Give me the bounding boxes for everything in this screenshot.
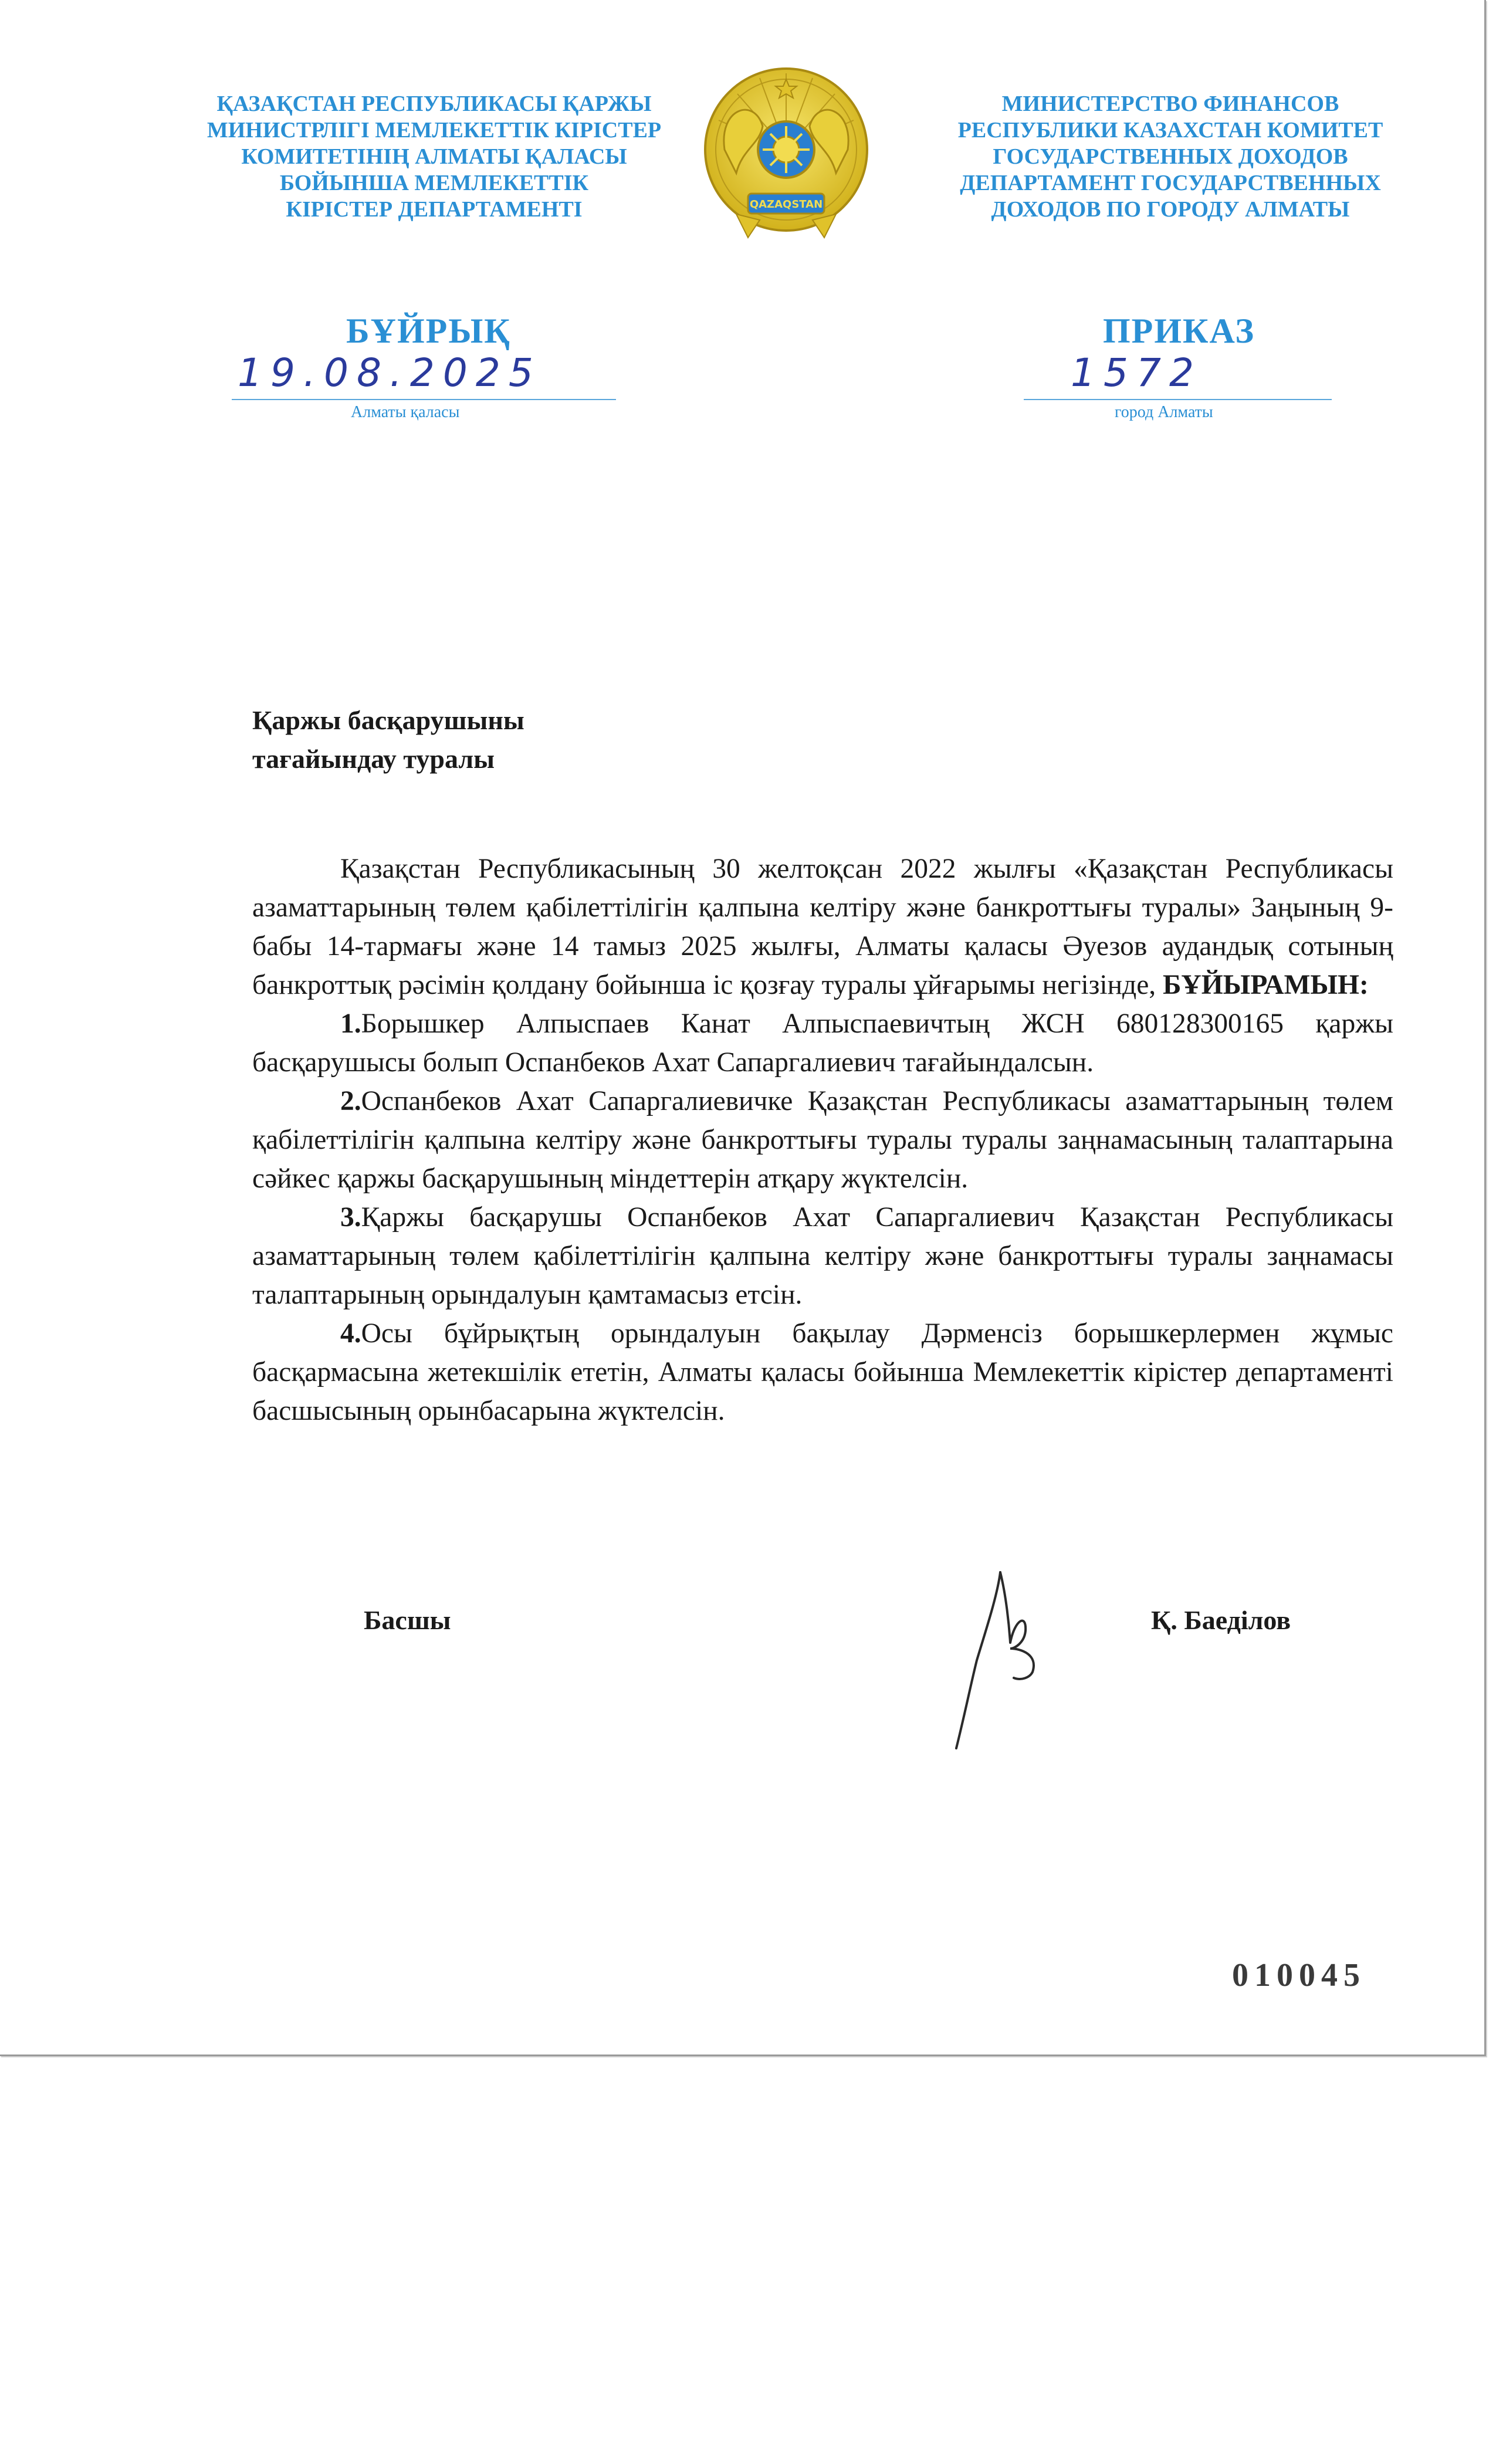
header-ru-line: ГОСУДАРСТВЕННЫХ ДОХОДОВ bbox=[993, 144, 1348, 169]
preamble-text: Қазақстан Республикасының 30 желтоқсан 2022 жылғы «Қазақстан Республикасы азаматтарының төлем қабілеттілігін қалпына келтіру және банкроттығы туралы» Заңының 9-бабы 14-тармағы және 14 тамыз 2025 жылғы, Алматы қаласы Әуезов аудандық сотының банкроттық рәсімін қолдану бойынша іс қозғау туралы ұйғарымы негізінде, bbox=[252, 854, 1393, 1000]
handwritten-signature bbox=[945, 1561, 1050, 1754]
header-ru-line: РЕСПУБЛИКИ КАЗАХСТАН КОМИТЕТ bbox=[957, 118, 1383, 143]
order-number: 1572 bbox=[1071, 350, 1202, 395]
item-number: 3. bbox=[340, 1202, 361, 1233]
header-ru-line: ДОХОДОВ ПО ГОРОДУ АЛМАТЫ bbox=[991, 197, 1350, 222]
order-number-field bbox=[1024, 352, 1332, 400]
place-ru: город Алматы bbox=[1115, 403, 1213, 421]
place-kz: Алматы қаласы bbox=[351, 403, 460, 421]
item-text: Осы бұйрықтың орындалуын бақылау Дәрменсіз борышкерлермен жұмыс басқармасына жетекшілік ететін, Алматы қаласы бойынша Мемлекеттік кірістер департаменті басшысының орынбасарына жүктелсін. bbox=[252, 1318, 1393, 1426]
order-date-field bbox=[232, 352, 616, 400]
header-kz-line: КОМИТЕТІНІҢ АЛМАТЫ ҚАЛАСЫ bbox=[241, 144, 627, 169]
preamble-paragraph bbox=[252, 849, 1393, 1004]
order-keyword: БҰЙЫРАМЫН: bbox=[1163, 970, 1369, 1000]
header-kz-line: МИНИСТРЛІГІ МЕМЛЕКЕТТІК КІРІСТЕР bbox=[207, 118, 662, 143]
order-item bbox=[252, 1198, 1393, 1314]
order-item bbox=[252, 1082, 1393, 1198]
item-text: Борышкер Алпыспаев Канат Алпыспаевичтың ЖСН 680128300165 қаржы басқарушысы болып Оспанбеков Ахат Сапаргалиевич тағайындалсын. bbox=[252, 1008, 1393, 1078]
order-title-kz: БҰЙРЫҚ bbox=[346, 312, 511, 350]
item-text: Оспанбеков Ахат Сапаргалиевичке Қазақстан Республикасы азаматтарының төлем қабілеттілігін қалпына келтіру және банкроттығы туралы туралы заңнамасының талаптарына сәйкес қаржы басқарушының міндеттерін атқару жүктелсін. bbox=[252, 1086, 1393, 1194]
serial-number: 010045 bbox=[1232, 1957, 1366, 1993]
header-kz-line: КІРІСТЕР ДЕПАРТАМЕНТІ bbox=[286, 197, 583, 222]
header-kz bbox=[170, 91, 698, 223]
signatory-title: Басшы bbox=[364, 1605, 451, 1635]
item-text: Қаржы басқарушы Оспанбеков Ахат Сапаргалиевич Қазақстан Республикасы азаматтарының төлем қабілеттілігін қалпына келтіру және банкроттығы туралы заңнамасы талаптарының орындалуын қамтамасыз етсін. bbox=[252, 1202, 1393, 1310]
item-number: 4. bbox=[340, 1318, 361, 1349]
item-number: 1. bbox=[340, 1008, 361, 1039]
header-ru-line: МИНИСТЕРСТВО ФИНАНСОВ bbox=[1001, 92, 1339, 116]
emblem-text: QAZAQSTAN bbox=[749, 198, 823, 211]
order-title-ru: ПРИКАЗ bbox=[1103, 312, 1255, 350]
order-item bbox=[252, 1314, 1393, 1430]
order-body bbox=[252, 849, 1393, 1430]
order-item bbox=[252, 1004, 1393, 1082]
state-emblem bbox=[701, 62, 871, 261]
signatory-name: Қ. Баеділов bbox=[1151, 1605, 1291, 1635]
header-kz-line: ҚАЗАҚСТАН РЕСПУБЛИКАСЫ ҚАРЖЫ bbox=[216, 92, 652, 116]
header-ru-line: ДЕПАРТАМЕНТ ГОСУДАРСТВЕННЫХ bbox=[960, 171, 1381, 195]
subject-line: Қаржы басқарушыны bbox=[252, 705, 524, 735]
header-kz-line: БОЙЫНША МЕМЛЕКЕТТІК bbox=[279, 171, 589, 195]
order-subject bbox=[252, 701, 524, 779]
header-ru bbox=[906, 91, 1434, 223]
subject-line: тағайындау туралы bbox=[252, 744, 495, 774]
item-number: 2. bbox=[340, 1086, 361, 1116]
order-date: 19.08.2025 bbox=[238, 350, 541, 395]
